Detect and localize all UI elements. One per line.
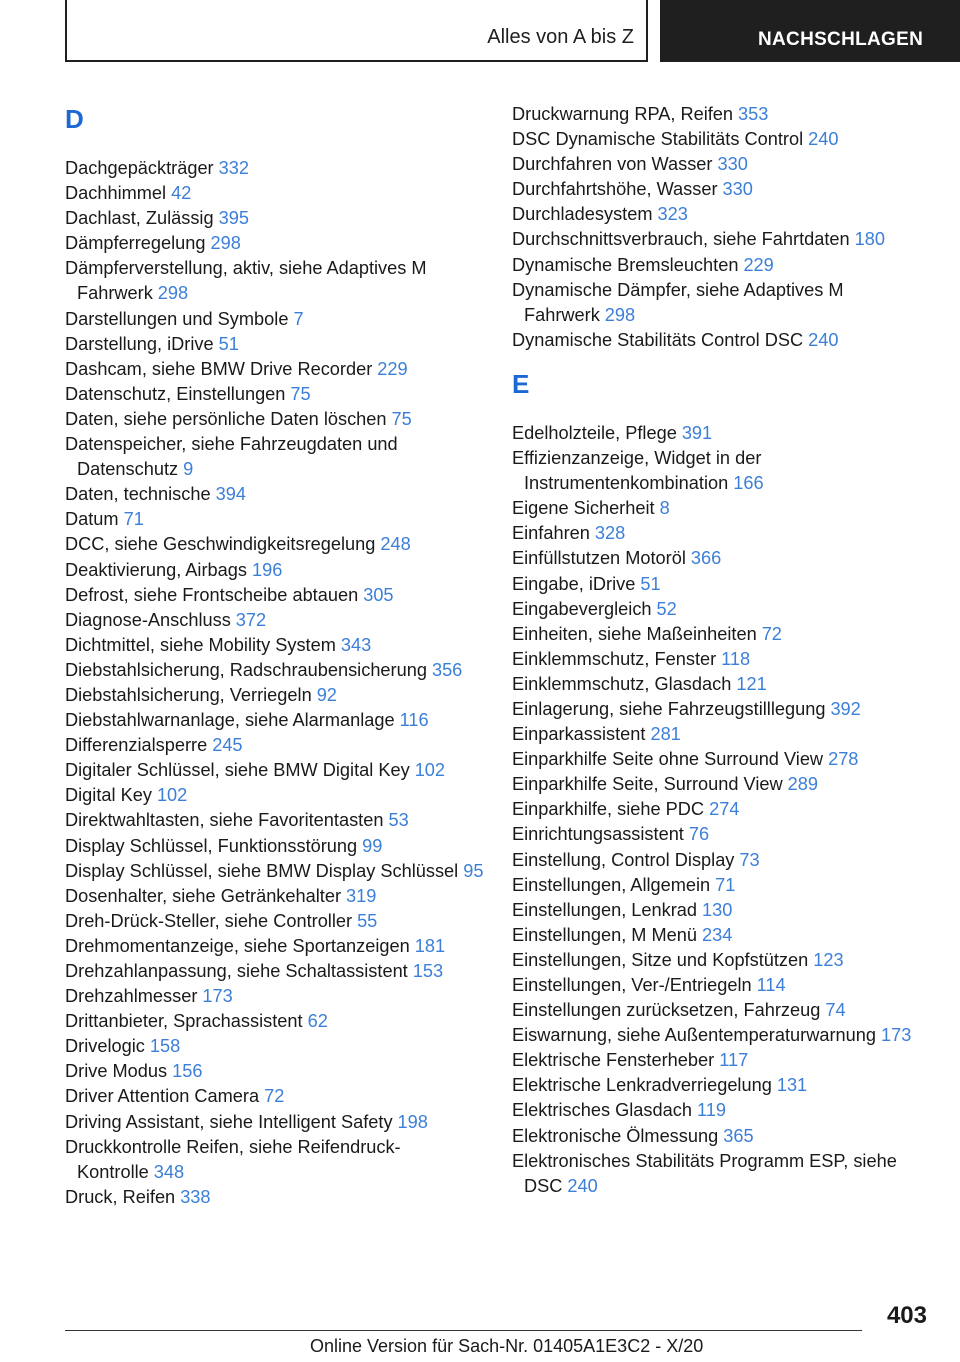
index-entry xyxy=(65,1009,485,1034)
index-entry-term: Defrost, siehe Frontscheibe abtauen xyxy=(65,584,359,605)
index-entry-page-link[interactable]: 392 xyxy=(830,698,861,719)
index-entry-term: Direktwahltasten, siehe Favoritentasten xyxy=(65,810,384,831)
index-entry xyxy=(512,597,932,622)
index-entry xyxy=(512,421,932,446)
index-entry xyxy=(65,608,485,633)
index-entry xyxy=(512,572,932,597)
index-entry xyxy=(65,934,485,959)
index-column-right xyxy=(512,102,932,1199)
index-entry xyxy=(512,647,932,672)
index-entry-term: Einstellungen zurücksetzen, Fahrzeug xyxy=(512,1000,821,1021)
index-entry-term: Einrichtungsassistent xyxy=(512,824,684,845)
index-entry-term: Durchladesystem xyxy=(512,204,653,225)
index-entry-page-link[interactable]: 366 xyxy=(690,548,722,569)
index-entry xyxy=(65,181,485,206)
index-letter-e: E xyxy=(512,368,530,399)
index-entry-page-link[interactable]: 240 xyxy=(808,129,839,150)
index-entry-term: Einstellungen, Ver-/Entriegeln xyxy=(512,975,752,995)
index-entry xyxy=(65,407,485,432)
index-entry xyxy=(512,521,932,546)
index-entry-page-link[interactable]: 156 xyxy=(172,1061,203,1082)
index-entry-page-link[interactable]: 278 xyxy=(828,749,859,770)
footer-divider xyxy=(65,1330,862,1331)
index-entry xyxy=(512,948,932,973)
index-entry xyxy=(65,984,485,1009)
index-entry-term: Elektronisches Stabilitäts Programm ESP, siehe DSC xyxy=(512,1150,897,1196)
index-entry xyxy=(65,1084,485,1109)
index-entry xyxy=(65,633,485,658)
index-entry xyxy=(65,783,485,808)
header-section-box xyxy=(65,0,648,62)
index-entry-page-link[interactable]: 99 xyxy=(362,835,383,856)
index-entry-term: Dämpferverstellung, aktiv, siehe Adaptives M Fahrwerk xyxy=(65,258,427,304)
index-entry-term: DCC, siehe Geschwindigkeitsregelung xyxy=(65,534,376,555)
index-entry-page-link[interactable]: 173 xyxy=(880,1025,912,1046)
header-chapter-title: NACHSCHLAGEN xyxy=(758,29,924,50)
index-entry-term: Elektrische Fensterheber xyxy=(512,1050,715,1071)
index-entry-term: Druckkontrolle Reifen, siehe Reifendruck-Kontrolle xyxy=(65,1136,401,1182)
index-entry xyxy=(512,177,932,202)
index-entry xyxy=(65,959,485,984)
index-entry-page-link[interactable]: 196 xyxy=(251,559,283,580)
index-entry xyxy=(65,307,485,332)
index-entry-term: Driver Attention Camera xyxy=(65,1086,260,1107)
index-entry-page-link[interactable]: 102 xyxy=(156,785,188,806)
index-entry-term: Einklemmschutz, Glasdach xyxy=(512,673,732,694)
index-entry-page-link[interactable]: 118 xyxy=(721,648,751,669)
index-entry-term: Display Schlüssel, siehe BMW Display Schlüssel xyxy=(65,860,459,881)
index-entry xyxy=(65,909,485,934)
index-entry-term: Darstellung, iDrive xyxy=(65,333,214,354)
index-entry-term: Einstellungen, Lenkrad xyxy=(512,899,698,920)
index-entry-term: Drive Modus xyxy=(65,1061,168,1082)
index-entry-term: Eingabe, iDrive xyxy=(512,573,636,594)
index-entry-page-link[interactable]: 180 xyxy=(854,229,886,250)
index-entry-term: Einstellung, Control Display xyxy=(512,849,735,870)
index-entry-term: Drehmomentanzeige, siehe Sportanzeigen xyxy=(65,935,410,956)
index-entry-term: Einparkhilfe Seite ohne Surround View xyxy=(512,749,824,770)
index-entry-term: Elektrisches Glasdach xyxy=(512,1100,692,1121)
index-entry xyxy=(65,332,485,357)
index-entry-page-link[interactable]: 117 xyxy=(719,1050,749,1071)
index-entry-page-link[interactable]: 153 xyxy=(412,961,444,981)
index-entry xyxy=(65,683,485,708)
index-entry xyxy=(512,1149,932,1199)
index-entry-page-link[interactable]: 240 xyxy=(808,329,839,350)
index-entry-page-link[interactable]: 248 xyxy=(380,534,411,555)
index-entry-page-link[interactable]: 332 xyxy=(218,158,249,178)
index-entry xyxy=(512,873,932,898)
index-entry-term: Druck, Reifen xyxy=(65,1186,176,1207)
header-section-title: Alles von A bis Z xyxy=(487,26,634,48)
index-entry xyxy=(65,1185,485,1210)
index-entry-page-link[interactable]: 245 xyxy=(212,735,243,756)
index-entry xyxy=(65,256,485,306)
index-entry-term: Daten, technische xyxy=(65,484,211,505)
index-entry-page-link[interactable]: 305 xyxy=(363,584,394,605)
index-entry xyxy=(65,1135,485,1185)
index-entry-term: Einstellungen, M Menü xyxy=(512,924,698,945)
index-entry-term: Einfahren xyxy=(512,523,590,544)
index-entry-page-link[interactable]: 298 xyxy=(210,233,241,254)
index-entry-term: Diagnose-Anschluss xyxy=(65,609,231,630)
index-entry-page-link[interactable]: 394 xyxy=(215,484,246,505)
index-entry xyxy=(65,859,485,884)
index-entry-term: Durchschnittsverbrauch, siehe Fahrtdaten xyxy=(512,229,850,250)
index-entry-term: Dichtmittel, siehe Mobility System xyxy=(65,634,336,655)
header-chapter-box xyxy=(660,0,960,62)
index-entry xyxy=(65,583,485,608)
index-entry-term: Drehzahlanpassung, siehe Schaltassistent xyxy=(65,961,408,981)
index-entry-page-link[interactable]: 71 xyxy=(715,874,736,895)
index-entry xyxy=(512,747,932,772)
index-entry xyxy=(512,446,932,496)
index-entry-page-link[interactable]: 52 xyxy=(656,598,677,619)
index-entry-term: Diebstahlsicherung, Verriegeln xyxy=(65,684,312,705)
index-entry-term: Drivelogic xyxy=(65,1036,145,1057)
index-entry-page-link[interactable]: 74 xyxy=(825,1000,846,1021)
index-entry-term: Dachgepäckträger xyxy=(65,158,214,178)
index-entry xyxy=(65,708,485,733)
index-entry-page-link[interactable]: 395 xyxy=(218,208,249,229)
index-entry-page-link[interactable]: 51 xyxy=(640,573,661,594)
index-entry xyxy=(512,998,932,1023)
index-entry-term: Einfüllstutzen Motoröl xyxy=(512,548,686,569)
index-entry xyxy=(65,156,485,181)
index-entry-page-link[interactable]: 95 xyxy=(463,860,484,881)
index-entry xyxy=(512,278,932,328)
index-entry xyxy=(65,758,485,783)
index-entry xyxy=(512,898,932,923)
index-entry-page-link[interactable]: 7 xyxy=(293,308,304,329)
index-entry-term: Darstellungen und Symbole xyxy=(65,308,289,329)
index-entry xyxy=(512,496,932,521)
index-entry-term: Einstellungen, Sitze und Kopfstützen xyxy=(512,949,809,970)
index-entry-page-link[interactable]: 71 xyxy=(123,509,144,530)
index-entry-term: DSC Dynamische Stabilitäts Control xyxy=(512,129,804,150)
index-entry xyxy=(512,848,932,873)
index-entry xyxy=(512,253,932,278)
index-entry-page-link[interactable]: 298 xyxy=(604,304,636,325)
index-entry xyxy=(512,822,932,847)
index-entry-term: Einklemmschutz, Fenster xyxy=(512,648,717,669)
index-entry-page-link[interactable]: 173 xyxy=(202,986,233,1007)
index-entry xyxy=(512,1023,932,1048)
index-entry-term: Einparkhilfe, siehe PDC xyxy=(512,799,705,820)
index-entry-page-link[interactable]: 338 xyxy=(180,1186,211,1207)
index-entry-page-link[interactable]: 114 xyxy=(756,975,786,995)
index-entry xyxy=(512,697,932,722)
index-entries-d xyxy=(65,156,485,1210)
index-entry xyxy=(512,1048,932,1073)
index-entry-term: Deaktivierung, Airbags xyxy=(65,559,247,580)
index-entry-term: Drehzahlmesser xyxy=(65,986,198,1007)
index-entry-term: Dynamische Bremsleuchten xyxy=(512,254,739,275)
index-entry-page-link[interactable]: 92 xyxy=(316,684,337,705)
index-entry-page-link[interactable]: 158 xyxy=(149,1036,181,1057)
index-entry-page-link[interactable]: 9 xyxy=(183,459,194,480)
index-entry-page-link[interactable]: 51 xyxy=(218,333,239,354)
index-entry-page-link[interactable]: 229 xyxy=(743,254,774,275)
index-entry xyxy=(65,733,485,758)
index-entry-page-link[interactable]: 121 xyxy=(736,673,767,694)
index-entry-page-link[interactable]: 298 xyxy=(157,283,189,304)
index-entry-page-link[interactable]: 53 xyxy=(388,810,409,831)
index-entry-term: Durchfahren von Wasser xyxy=(512,154,713,175)
index-entry-page-link[interactable]: 123 xyxy=(813,949,844,970)
index-entry xyxy=(65,1110,485,1135)
index-entries-d-continued xyxy=(512,102,932,353)
index-letter-d: D xyxy=(65,104,84,134)
index-entry xyxy=(512,152,932,177)
index-entry-page-link[interactable]: 319 xyxy=(346,885,377,906)
index-entry xyxy=(65,231,485,256)
index-entry xyxy=(65,884,485,909)
index-entry-page-link[interactable]: 240 xyxy=(567,1175,598,1196)
index-entry xyxy=(65,482,485,507)
index-entry xyxy=(512,973,932,998)
index-entry-page-link[interactable]: 343 xyxy=(340,634,372,655)
index-entry-term: Dämpferregelung xyxy=(65,233,206,254)
index-entry xyxy=(65,1059,485,1084)
index-entry xyxy=(65,206,485,231)
index-entry-term: Dreh-Drück-Steller, siehe Controller xyxy=(65,910,353,931)
index-entry xyxy=(512,672,932,697)
index-entry-page-link[interactable]: 372 xyxy=(235,609,267,630)
index-entry-page-link[interactable]: 391 xyxy=(681,422,713,443)
index-entry-term: Einparkhilfe Seite, Surround View xyxy=(512,774,783,795)
index-entry-page-link[interactable]: 55 xyxy=(357,910,378,931)
index-entry-page-link[interactable]: 234 xyxy=(702,924,733,945)
index-entry-page-link[interactable]: 281 xyxy=(650,724,681,745)
index-entry-page-link[interactable]: 75 xyxy=(290,383,311,404)
index-entry-page-link[interactable]: 323 xyxy=(657,204,688,225)
index-entry-page-link[interactable]: 62 xyxy=(307,1011,328,1032)
index-entry xyxy=(512,772,932,797)
index-entry xyxy=(512,722,932,747)
index-entry-term: Differenzialsperre xyxy=(65,735,208,756)
index-entry-page-link[interactable]: 72 xyxy=(761,623,782,644)
index-entry-page-link[interactable]: 353 xyxy=(738,104,769,124)
index-entry xyxy=(65,558,485,583)
index-entry-page-link[interactable]: 198 xyxy=(397,1111,428,1132)
index-entry xyxy=(512,797,932,822)
index-entries-e xyxy=(512,421,932,1199)
index-entry-term: Druckwarnung RPA, Reifen xyxy=(512,104,734,124)
index-entry-page-link[interactable]: 330 xyxy=(717,154,748,175)
index-entry-term: Drittanbieter, Sprachassistent xyxy=(65,1011,303,1032)
index-entry-term: Digitaler Schlüssel, siehe BMW Digital Key xyxy=(65,760,410,781)
index-entry xyxy=(65,658,485,683)
index-entry-term: Dachlast, Zulässig xyxy=(65,208,214,229)
index-entry-term: Digital Key xyxy=(65,785,152,806)
index-entry-term: Eiswarnung, siehe Außentemperaturwarnung xyxy=(512,1025,876,1046)
index-entry-term: Elektronische Ölmessung xyxy=(512,1125,719,1146)
index-entry xyxy=(512,546,932,571)
index-entry xyxy=(65,432,485,482)
index-entry xyxy=(65,357,485,382)
index-entry-page-link[interactable]: 75 xyxy=(391,408,412,429)
index-entry xyxy=(65,808,485,833)
index-entry-term: Elektrische Lenkradverriegelung xyxy=(512,1075,772,1096)
index-entry-page-link[interactable]: 328 xyxy=(594,523,626,544)
index-entry-term: Driving Assistant, siehe Intelligent Safety xyxy=(65,1111,393,1132)
index-entry-page-link[interactable]: 76 xyxy=(688,824,710,845)
index-entry-page-link[interactable]: 131 xyxy=(776,1075,808,1096)
index-entry-term: Dashcam, siehe BMW Drive Recorder xyxy=(65,358,373,379)
index-entry-term: Eingabevergleich xyxy=(512,598,652,619)
index-entry-term: Effizienzanzeige, Widget in der Instrumentenkombination xyxy=(512,448,762,494)
index-entry xyxy=(65,532,485,557)
index-entry-term: Datum xyxy=(65,509,119,530)
index-entry xyxy=(65,834,485,859)
index-entry-term: Daten, siehe persönliche Daten löschen xyxy=(65,408,387,429)
index-entry-page-link[interactable]: 119 xyxy=(696,1100,726,1121)
index-entry-term: Dosenhalter, siehe Getränkehalter xyxy=(65,885,342,906)
index-column-left xyxy=(65,102,485,1210)
index-entry-term: Diebstahlsicherung, Radschraubensicherung xyxy=(65,659,427,680)
index-entry-page-link[interactable]: 102 xyxy=(414,760,446,781)
index-entry-term: Einparkassistent xyxy=(512,724,646,745)
index-entry-page-link[interactable]: 116 xyxy=(399,710,429,731)
index-entry-term: Eigene Sicherheit xyxy=(512,498,655,519)
index-entry-page-link[interactable]: 229 xyxy=(377,358,408,379)
index-entry xyxy=(512,127,932,152)
index-entry-term: Datenschutz, Einstellungen xyxy=(65,383,286,404)
index-entry xyxy=(65,1034,485,1059)
index-entry-page-link[interactable]: 72 xyxy=(264,1086,285,1107)
index-entry-term: Durchfahrtshöhe, Wasser xyxy=(512,179,718,200)
index-entry-page-link[interactable]: 356 xyxy=(431,659,463,680)
index-entry xyxy=(512,622,932,647)
online-version-note: Online Version für Sach-Nr. 01405A1E3C2 - X/20 xyxy=(310,1336,704,1356)
index-entry xyxy=(512,923,932,948)
index-entry-page-link[interactable]: 73 xyxy=(739,849,760,870)
index-entry-term: Einlagerung, siehe Fahrzeugstilllegung xyxy=(512,698,826,719)
page-number: 403 xyxy=(886,1302,927,1329)
index-entry xyxy=(512,102,932,127)
index-entry-term: Einheiten, siehe Maßeinheiten xyxy=(512,623,757,644)
index-entry-term: Dachhimmel xyxy=(65,183,167,204)
index-entry-page-link[interactable]: 274 xyxy=(709,799,740,820)
index-entry xyxy=(512,1124,932,1149)
index-entry-term: Einstellungen, Allgemein xyxy=(512,874,711,895)
index-entry-page-link[interactable]: 330 xyxy=(722,179,753,200)
index-entry-term: Display Schlüssel, Funktionsstörung xyxy=(65,835,358,856)
index-entry xyxy=(512,1098,932,1123)
index-entry xyxy=(512,328,932,353)
index-entry-term: Datenspeicher, siehe Fahrzeugdaten und Datenschutz xyxy=(65,434,398,480)
index-entry-term: Dynamische Stabilitäts Control DSC xyxy=(512,329,804,350)
index-entry-page-link[interactable]: 181 xyxy=(414,935,446,956)
index-entry-page-link[interactable]: 365 xyxy=(723,1125,754,1146)
index-entry xyxy=(512,1073,932,1098)
index-entry xyxy=(65,382,485,407)
index-entry-page-link[interactable]: 289 xyxy=(787,774,818,795)
index-entry xyxy=(512,202,932,227)
index-entry-term: Diebstahlwarnanlage, siehe Alarmanlage xyxy=(65,710,395,731)
index-entry-page-link[interactable]: 42 xyxy=(171,183,192,204)
index-entry-term: Edelholzteile, Pflege xyxy=(512,422,677,443)
index-entry-page-link[interactable]: 348 xyxy=(153,1161,185,1182)
index-entry-page-link[interactable]: 130 xyxy=(702,899,733,920)
index-entry-page-link[interactable]: 8 xyxy=(659,498,670,519)
index-entry xyxy=(512,227,932,252)
index-entry-page-link[interactable]: 166 xyxy=(733,473,764,494)
index-entry xyxy=(65,507,485,532)
index-entry-term: Dynamische Dämpfer, siehe Adaptives M Fahrwerk xyxy=(512,279,844,325)
